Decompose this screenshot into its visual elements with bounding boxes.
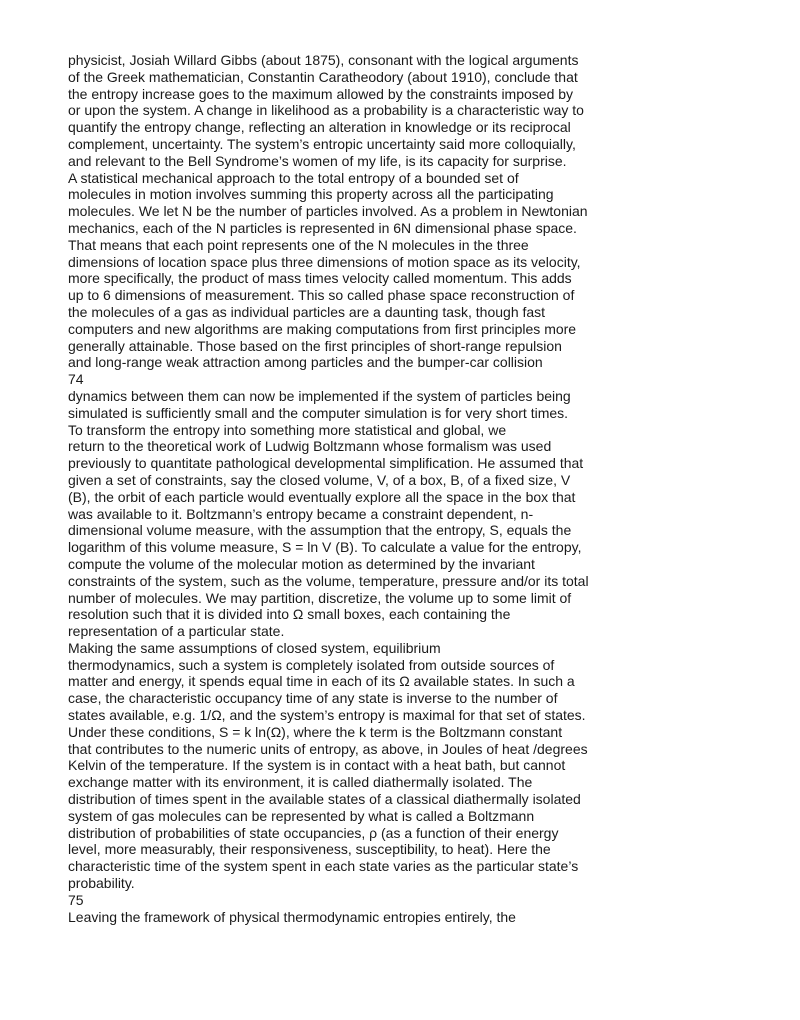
text-line: return to the theoretical work of Ludwig Boltzmann whose formalism was used: [68, 438, 552, 455]
text-line: was available to it. Boltzmann’s entropy became a constraint dependent, n-: [68, 505, 534, 522]
text-line: (B), the orbit of each particle would eventually explore all the space in the box that: [68, 488, 576, 505]
text-line: molecules in motion involves summing this property across all the participating: [68, 186, 554, 203]
text-line: distribution of probabilities of state occupancies, ρ (as a function of their energy: [68, 824, 559, 841]
text-line: A statistical mechanical approach to the total entropy of a bounded set of: [68, 169, 519, 186]
text-line: characteristic time of the system spent in each state varies as the particular state’s: [68, 858, 579, 875]
text-line: generally attainable. Those based on the first principles of short-range repulsion: [68, 337, 562, 354]
text-line: simulated is sufficiently small and the computer simulation is for very short times.: [68, 404, 569, 421]
text-line: computers and new algorithms are making computations from first principles more: [68, 320, 577, 337]
text-line: physicist, Josiah Willard Gibbs (about 1875), consonant with the logical arguments: [68, 52, 579, 68]
text-line: and long-range weak attraction among particles and the bumper-car collision: [68, 354, 543, 371]
text-line: exchange matter with its environment, it is called diathermally isolated. The: [68, 774, 533, 791]
text-line: given a set of constraints, say the closed volume, V, of a box, B, of a fixed size, V: [68, 471, 571, 488]
text-line: compute the volume of the molecular motion as determined by the invariant: [68, 555, 535, 572]
text-line: quantify the entropy change, reflecting an alteration in knowledge or its reciprocal: [68, 119, 571, 136]
document-page: [68, 52, 668, 925]
text-line: complement, uncertainty. The system’s entropic uncertainty said more colloquially,: [68, 135, 576, 152]
text-line: that contributes to the numeric units of entropy, as above, in Joules of heat /degrees: [68, 740, 588, 757]
text-line: number of molecules. We may partition, discretize, the volume up to some limit of: [68, 589, 572, 606]
text-line: and relevant to the Bell Syndrome’s women of my life, is its capacity for surprise.: [68, 152, 567, 169]
text-line: Leaving the framework of physical thermodynamic entropies entirely, the: [68, 908, 516, 925]
text-line: mechanics, each of the N particles is represented in 6N dimensional phase space.: [68, 219, 577, 236]
text-line: more specifically, the product of mass times velocity called momentum. This adds: [68, 270, 572, 287]
text-line: system of gas molecules can be represented by what is called a Boltzmann: [68, 807, 535, 824]
text-line: probability.: [68, 875, 135, 892]
text-line: molecules. We let N be the number of particles involved. As a problem in Newtonian: [68, 203, 588, 220]
text-line: representation of a particular state.: [68, 623, 285, 640]
text-line: of the Greek mathematician, Constantin Caratheodory (about 1910), conclude that: [68, 68, 578, 85]
text-line: up to 6 dimensions of measurement. This so called phase space reconstruction of: [68, 287, 575, 304]
text-line: states available, e.g. 1/Ω, and the system’s entropy is maximal for that set of states.: [68, 707, 586, 724]
text-line: constraints of the system, such as the volume, temperature, pressure and/or its total: [68, 572, 589, 589]
text-line: Kelvin of the temperature. If the system is in contact with a heat bath, but cannot: [68, 757, 566, 774]
text-line: dynamics between them can now be implemented if the system of particles being: [68, 387, 571, 404]
text-line: level, more measurably, their responsiveness, susceptibility, to heat). Here the: [68, 841, 551, 858]
text-line: resolution such that it is divided into Ω small boxes, each containing the: [68, 606, 511, 623]
text-line: Making the same assumptions of closed system, equilibrium: [68, 639, 441, 656]
text-line: previously to quantitate pathological developmental simplification. He assumed that: [68, 455, 584, 472]
text-line: the molecules of a gas as individual particles are a daunting task, though fast: [68, 303, 546, 320]
text-line: logarithm of this volume measure, S = ln V (B). To calculate a value for the entropy,: [68, 539, 582, 556]
text-line: matter and energy, it spends equal time in each of its Ω available states. In such a: [68, 673, 575, 690]
text-line: thermodynamics, such a system is completely isolated from outside sources of: [68, 656, 555, 673]
text-line: That means that each point represents one of the N molecules in the three: [68, 236, 529, 253]
text-line: case, the characteristic occupancy time of any state is inverse to the number of: [68, 690, 558, 707]
text-line: dimensions of location space plus three dimensions of motion space as its velocity,: [68, 253, 581, 270]
text-line: or upon the system. A change in likelihood as a probability is a characteristic way to: [68, 102, 584, 119]
text-line: Under these conditions, S = k ln(Ω), where the k term is the Boltzmann constant: [68, 723, 563, 740]
text-line: the entropy increase goes to the maximum allowed by the constraints imposed by: [68, 85, 574, 102]
text-line: To transform the entropy into something more statistical and global, we: [68, 421, 507, 438]
page-number: 75: [68, 891, 84, 908]
text-line: distribution of times spent in the available states of a classical diathermally isolated: [68, 791, 581, 808]
page-number: 74: [68, 371, 84, 388]
text-line: dimensional volume measure, with the assumption that the entropy, S, equals the: [68, 522, 572, 539]
